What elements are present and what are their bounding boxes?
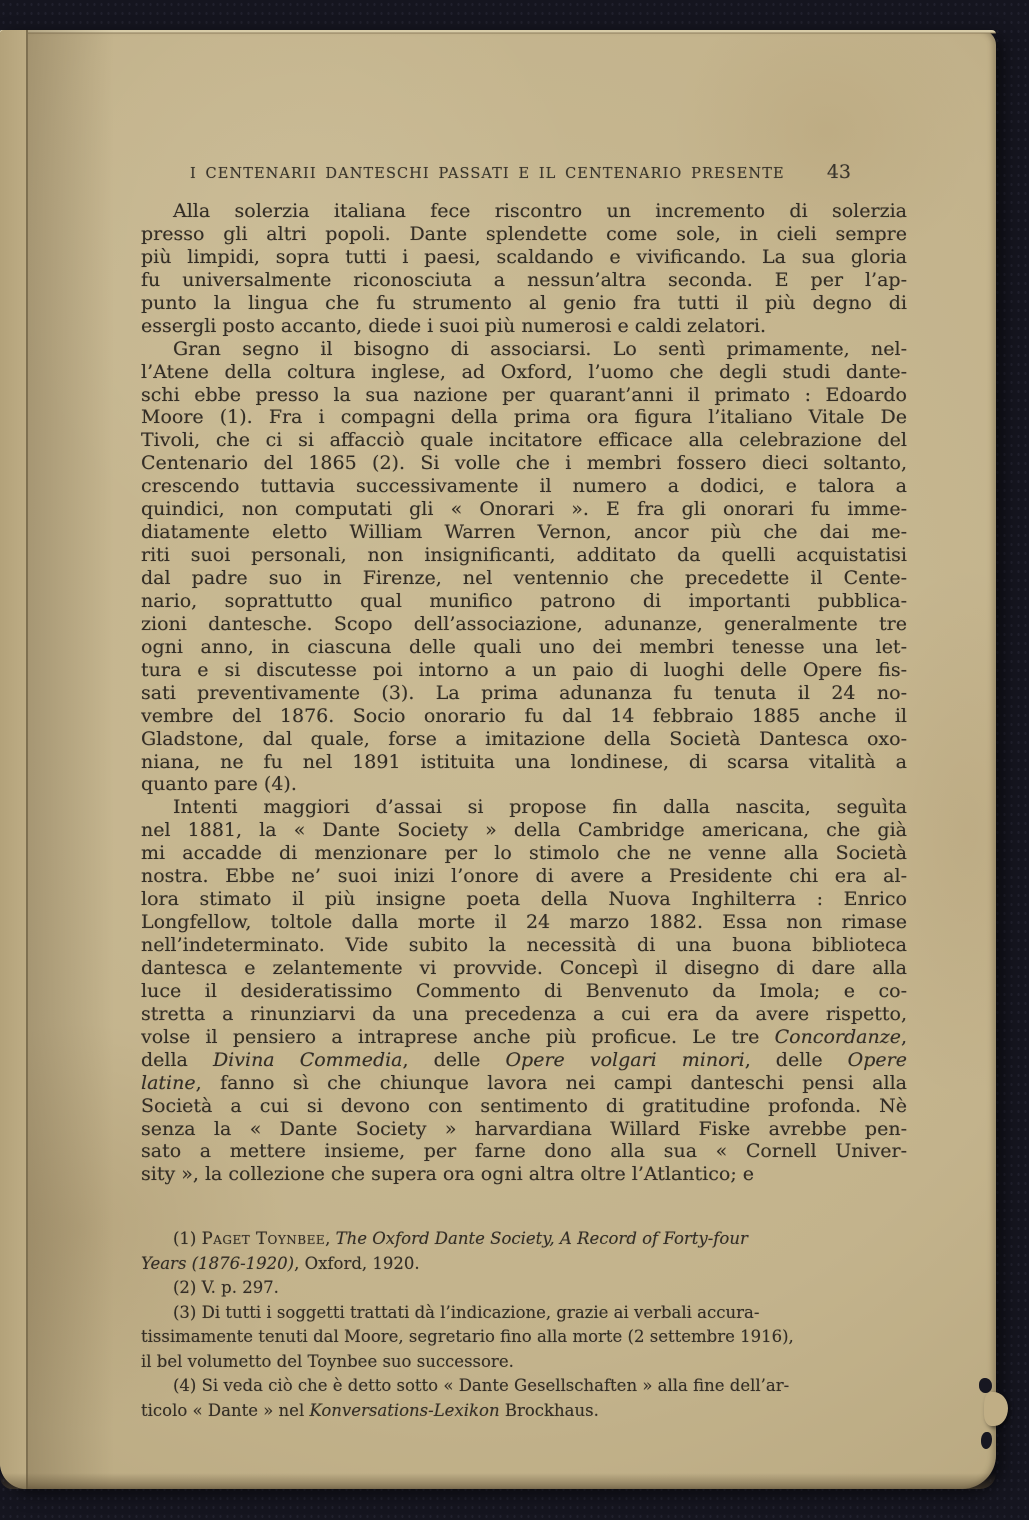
text-line: Alla solerzia italiana fece riscontro un incremento di solerzia	[173, 200, 907, 222]
text-line: volse il pensiero a intraprese anche più proficue. Le tre Concordanze,	[141, 1025, 907, 1048]
text-line: quindici, non computati gli « Onorari ». E fra gli onorari fu imme-	[141, 498, 907, 521]
page-tear-notch	[979, 1378, 992, 1393]
paragraph	[141, 1276, 907, 1301]
text-line: dantesca e zelantemente vi provvide. Concepì il disegno di dare alla	[141, 956, 907, 979]
text-line: (4) Si veda ciò che è detto sotto « Dante Gesellschaften » alla fine dell’ar-	[173, 1376, 790, 1395]
text-line: nario, soprattutto qual munifico patrono di importanti pubblica-	[141, 589, 907, 612]
page-number: 43	[826, 161, 851, 183]
text-line: schi ebbe presso la sua nazione per quarant’anni il primato : Edoardo	[141, 383, 907, 406]
text-line: essergli posto accanto, diede i suoi più numerosi e caldi zelatori.	[141, 314, 766, 337]
text-column	[141, 161, 907, 1420]
text-line: lora stimato il più insigne poeta della Nuova Inghilterra : Enrico	[141, 888, 907, 911]
running-header	[141, 161, 907, 183]
text-line: più limpidi, sopra tutti i paesi, scaldando e vivificando. La sua gloria	[141, 245, 907, 268]
text-line: Gladstone, dal quale, forse a imitazione della Società Dantesca oxo-	[141, 727, 907, 750]
text-line: (1) Paget Toynbee, The Oxford Dante Society, A Record of Forty-four	[173, 1229, 748, 1248]
text-line: nel 1881, la « Dante Society » della Cambridge americana, che già	[141, 819, 907, 842]
text-line: zioni dantesche. Scopo dell’associazione, adunanze, generalmente tre	[141, 612, 907, 635]
page-tear-flap	[984, 1392, 1008, 1426]
text-line: ogni anno, in ciascuna delle quali uno dei membri tenesse una let-	[141, 635, 907, 658]
text-line: riti suoi personali, non insignificanti, additato da quelli acquistatisi	[141, 544, 907, 567]
text-line: (3) Di tutti i soggetti trattati dà l’indicazione, grazie ai verbali accura-	[173, 1302, 760, 1322]
text-line: diatamente eletto William Warren Vernon, ancor più che dai me-	[141, 521, 907, 544]
text-line: mi accadde di menzionare per lo stimolo che ne venne alla Società	[141, 842, 907, 865]
text-line: tura e si discutesse poi intorno a un paio di luoghi delle Opere fis-	[141, 658, 907, 681]
text-line: presso gli altri popoli. Dante splendette come sole, in cieli sempre	[141, 222, 907, 245]
text-line: nell’indeterminato. Vide subito la necessità di una buona biblioteca	[141, 934, 907, 956]
text-line: sati preventivamente (3). La prima adunanza fu tenuta il 24 no-	[141, 681, 907, 704]
text-line: fu universalmente riconosciuta a nessun’altra seconda. E per l’ap-	[141, 268, 907, 291]
running-header-title: I CENTENARII DANTESCHI PASSATI E IL CENTENARIO PRESENTE	[190, 166, 785, 182]
text-line: ticolo « Dante » nel Konversations-Lexikon Brockhaus.	[141, 1400, 599, 1420]
text-line: tissimamente tenuti dal Moore, segretario fino alla morte (2 settembre 1916),	[141, 1327, 794, 1346]
text-line: Centenario del 1865 (2). Si volle che i membri fossero dieci soltanto,	[141, 452, 907, 475]
paragraph	[141, 1374, 907, 1423]
text-line: sity », la collezione che supera ora ogni altra oltre l’Atlantico; e	[141, 1163, 755, 1186]
text-line: latine, fanno sì che chiunque lavora nei campi danteschi pensi alla	[141, 1071, 907, 1094]
book-page	[0, 30, 996, 1489]
text-line: vembre del 1876. Socio onorario fu dal 14 febbraio 1885 anche il	[141, 704, 907, 727]
text-line: crescendo tuttavia successivamente il numero a dodici, e talora a	[141, 475, 907, 498]
text-line: Intenti maggiori d’assai si propose fin dalla nascita, seguìta	[173, 796, 907, 819]
text-line: il bel volumetto del Toynbee suo successore.	[141, 1351, 514, 1371]
text-line: senza la « Dante Society » harvardiana Willard Fiske avrebbe pen-	[141, 1117, 907, 1140]
text-line: stretta a rinunziarvi da una precedenza a cui era da avere rispetto,	[141, 1002, 907, 1025]
facing-page-sliver	[0, 30, 28, 1489]
body-text	[141, 200, 907, 1186]
paragraph	[141, 200, 907, 338]
text-line: Moore (1). Fra i compagni della prima ora figura l’italiano Vitale De	[141, 406, 907, 429]
paragraph	[141, 1227, 907, 1276]
text-line: l’Atene della coltura inglese, ad Oxford, l’uomo che degli studi dante-	[141, 360, 907, 383]
text-line: (2) V. p. 297.	[173, 1278, 279, 1297]
text-line: Longfellow, toltole dalla morte il 24 marzo 1882. Essa non rimase	[141, 911, 907, 934]
text-line: quanto pare (4).	[141, 773, 297, 796]
paragraph	[141, 338, 907, 797]
gutter-crease-shadow	[28, 30, 114, 1489]
text-line: nostra. Ebbe ne’ suoi inizi l’onore di avere a Presidente chi era al-	[141, 865, 907, 888]
text-line: punto la lingua che fu strumento al genio fra tutti il più degno di	[141, 291, 907, 314]
text-line: luce il desideratissimo Commento di Benvenuto da Imola; e co-	[141, 979, 907, 1002]
paragraph	[141, 796, 907, 1186]
text-line: dal padre suo in Firenze, nel ventennio che precedette il Cente-	[141, 567, 907, 589]
text-line: Società a cui si devono con sentimento di gratitudine profonda. Nè	[141, 1094, 907, 1117]
text-line: Gran segno il bisogno di associarsi. Lo sentì primamente, nel-	[173, 337, 907, 360]
footnotes	[141, 1227, 907, 1423]
text-line: Years (1876-1920), Oxford, 1920.	[141, 1253, 420, 1273]
text-line: della Divina Commedia, delle Opere volgari minori, delle Opere	[141, 1048, 907, 1071]
text-line: sato a mettere insieme, per farne dono alla sua « Cornell Univer-	[141, 1140, 907, 1163]
paragraph	[141, 1301, 907, 1375]
text-line: Tivoli, che ci si affacciò quale incitatore efficace alla celebrazione del	[141, 429, 907, 452]
text-line: niana, ne fu nel 1891 istituita una londinese, di scarsa vitalità a	[141, 750, 907, 773]
